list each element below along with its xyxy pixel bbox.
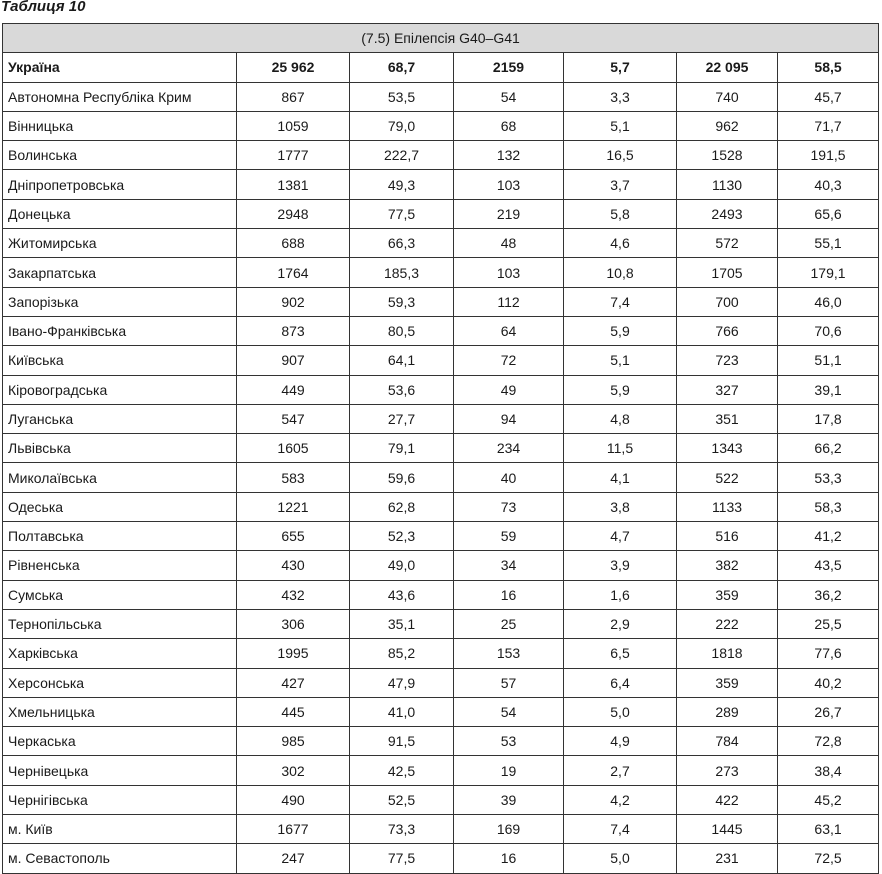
- table-title: (7.5) Епілепсія G40–G41: [3, 24, 879, 53]
- cell-col-3: 234: [454, 434, 564, 463]
- cell-col-2: 47,9: [350, 668, 454, 697]
- region-name: Волинська: [3, 141, 237, 170]
- cell-col-4: 7,4: [564, 815, 677, 844]
- region-name: Львівська: [3, 434, 237, 463]
- cell-col-6: 72,8: [778, 727, 879, 756]
- cell-col-2: 53,6: [350, 375, 454, 404]
- table-row: [3, 580, 879, 609]
- cell-col-1: 873: [237, 316, 350, 345]
- region-name: Одеська: [3, 492, 237, 521]
- cell-col-6: 65,6: [778, 199, 879, 228]
- cell-col-3: 132: [454, 141, 564, 170]
- region-name: Полтавська: [3, 522, 237, 551]
- region-name: Автономна Республіка Крим: [3, 82, 237, 111]
- cell-col-5: 522: [677, 463, 778, 492]
- region-name: Кіровоградська: [3, 375, 237, 404]
- cell-col-3: 54: [454, 82, 564, 111]
- region-name: Донецька: [3, 199, 237, 228]
- table-row: [3, 258, 879, 287]
- cell-col-2: 49,3: [350, 170, 454, 199]
- region-name: Тернопільська: [3, 609, 237, 638]
- cell-col-6: 179,1: [778, 258, 879, 287]
- cell-col-4: 10,8: [564, 258, 677, 287]
- cell-col-1: 430: [237, 551, 350, 580]
- cell-col-3: 103: [454, 170, 564, 199]
- cell-col-5: 222: [677, 609, 778, 638]
- cell-col-1: 1059: [237, 111, 350, 140]
- cell-col-1: 1995: [237, 639, 350, 668]
- cell-col-3: 219: [454, 199, 564, 228]
- cell-col-2: 73,3: [350, 815, 454, 844]
- cell-col-4: 4,6: [564, 229, 677, 258]
- cell-col-3: 64: [454, 316, 564, 345]
- cell-col-5: 1343: [677, 434, 778, 463]
- cell-col-2: 64,1: [350, 346, 454, 375]
- cell-col-6: 58,3: [778, 492, 879, 521]
- region-name: Житомирська: [3, 229, 237, 258]
- region-name: Чернігівська: [3, 785, 237, 814]
- region-name: Херсонська: [3, 668, 237, 697]
- cell-col-2: 41,0: [350, 697, 454, 726]
- cell-col-5: 1528: [677, 141, 778, 170]
- cell-col-5: 22 095: [677, 53, 778, 82]
- cell-col-5: 1705: [677, 258, 778, 287]
- cell-col-5: 359: [677, 668, 778, 697]
- cell-col-6: 51,1: [778, 346, 879, 375]
- cell-col-1: 302: [237, 756, 350, 785]
- cell-col-1: 1777: [237, 141, 350, 170]
- region-name: Закарпатська: [3, 258, 237, 287]
- cell-col-1: 867: [237, 82, 350, 111]
- cell-col-5: 572: [677, 229, 778, 258]
- cell-col-4: 5,1: [564, 111, 677, 140]
- cell-col-4: 3,3: [564, 82, 677, 111]
- cell-col-1: 2948: [237, 199, 350, 228]
- table-row: [3, 609, 879, 638]
- cell-col-1: 449: [237, 375, 350, 404]
- cell-col-1: 1381: [237, 170, 350, 199]
- cell-col-4: 5,9: [564, 375, 677, 404]
- table-row: [3, 463, 879, 492]
- cell-col-5: 359: [677, 580, 778, 609]
- cell-col-1: 490: [237, 785, 350, 814]
- cell-col-4: 4,8: [564, 404, 677, 433]
- cell-col-1: 907: [237, 346, 350, 375]
- cell-col-6: 72,5: [778, 844, 879, 873]
- cell-col-5: 422: [677, 785, 778, 814]
- cell-col-4: 4,2: [564, 785, 677, 814]
- cell-col-5: 962: [677, 111, 778, 140]
- region-name: Запорізька: [3, 287, 237, 316]
- cell-col-3: 16: [454, 844, 564, 873]
- cell-col-3: 153: [454, 639, 564, 668]
- region-name: Рівненська: [3, 551, 237, 580]
- cell-col-3: 2159: [454, 53, 564, 82]
- region-name: Харківська: [3, 639, 237, 668]
- cell-col-5: 700: [677, 287, 778, 316]
- cell-col-2: 79,1: [350, 434, 454, 463]
- cell-col-1: 1605: [237, 434, 350, 463]
- cell-col-3: 34: [454, 551, 564, 580]
- cell-col-5: 516: [677, 522, 778, 551]
- cell-col-5: 766: [677, 316, 778, 345]
- cell-col-2: 79,0: [350, 111, 454, 140]
- cell-col-6: 45,2: [778, 785, 879, 814]
- cell-col-1: 427: [237, 668, 350, 697]
- cell-col-3: 57: [454, 668, 564, 697]
- cell-col-4: 6,5: [564, 639, 677, 668]
- cell-col-2: 43,6: [350, 580, 454, 609]
- cell-col-5: 382: [677, 551, 778, 580]
- cell-col-1: 902: [237, 287, 350, 316]
- cell-col-4: 2,7: [564, 756, 677, 785]
- region-name: Сумська: [3, 580, 237, 609]
- cell-col-5: 1445: [677, 815, 778, 844]
- cell-col-3: 19: [454, 756, 564, 785]
- cell-col-3: 53: [454, 727, 564, 756]
- cell-col-6: 26,7: [778, 697, 879, 726]
- table-row: [3, 697, 879, 726]
- cell-col-2: 80,5: [350, 316, 454, 345]
- cell-col-3: 169: [454, 815, 564, 844]
- cell-col-3: 73: [454, 492, 564, 521]
- table-title-row: [3, 24, 879, 53]
- cell-col-3: 112: [454, 287, 564, 316]
- cell-col-3: 59: [454, 522, 564, 551]
- region-name: Вінницька: [3, 111, 237, 140]
- cell-col-6: 25,5: [778, 609, 879, 638]
- cell-col-2: 185,3: [350, 258, 454, 287]
- cell-col-6: 191,5: [778, 141, 879, 170]
- cell-col-4: 7,4: [564, 287, 677, 316]
- cell-col-2: 77,5: [350, 199, 454, 228]
- cell-col-1: 547: [237, 404, 350, 433]
- cell-col-5: 1133: [677, 492, 778, 521]
- cell-col-3: 68: [454, 111, 564, 140]
- cell-col-3: 72: [454, 346, 564, 375]
- cell-col-4: 5,9: [564, 316, 677, 345]
- cell-col-4: 1,6: [564, 580, 677, 609]
- cell-col-3: 48: [454, 229, 564, 258]
- table-row: [3, 756, 879, 785]
- table-row: [3, 551, 879, 580]
- table-row: [3, 727, 879, 756]
- table-row: [3, 404, 879, 433]
- cell-col-5: 1130: [677, 170, 778, 199]
- cell-col-1: 583: [237, 463, 350, 492]
- cell-col-2: 66,3: [350, 229, 454, 258]
- cell-col-6: 43,5: [778, 551, 879, 580]
- cell-col-3: 49: [454, 375, 564, 404]
- cell-col-3: 25: [454, 609, 564, 638]
- cell-col-6: 71,7: [778, 111, 879, 140]
- table-row: [3, 434, 879, 463]
- region-name: Черкаська: [3, 727, 237, 756]
- table-row: [3, 815, 879, 844]
- region-name: Київська: [3, 346, 237, 375]
- cell-col-5: 231: [677, 844, 778, 873]
- table-row: [3, 668, 879, 697]
- table-row: [3, 375, 879, 404]
- cell-col-6: 41,2: [778, 522, 879, 551]
- cell-col-6: 70,6: [778, 316, 879, 345]
- cell-col-6: 66,2: [778, 434, 879, 463]
- table-row: [3, 316, 879, 345]
- cell-col-6: 17,8: [778, 404, 879, 433]
- table-row: [3, 141, 879, 170]
- region-name: Миколаївська: [3, 463, 237, 492]
- region-name: Чернівецька: [3, 756, 237, 785]
- cell-col-4: 5,7: [564, 53, 677, 82]
- region-name: Україна: [3, 53, 237, 82]
- table-row: [3, 492, 879, 521]
- total-row-ukraine: [3, 53, 879, 82]
- cell-col-5: 784: [677, 727, 778, 756]
- cell-col-1: 1677: [237, 815, 350, 844]
- cell-col-4: 3,7: [564, 170, 677, 199]
- table-row: [3, 639, 879, 668]
- region-name: Дніпропетровська: [3, 170, 237, 199]
- region-name: Івано-Франківська: [3, 316, 237, 345]
- cell-col-3: 39: [454, 785, 564, 814]
- cell-col-3: 54: [454, 697, 564, 726]
- cell-col-5: 289: [677, 697, 778, 726]
- cell-col-2: 91,5: [350, 727, 454, 756]
- cell-col-5: 327: [677, 375, 778, 404]
- cell-col-3: 103: [454, 258, 564, 287]
- cell-col-4: 5,1: [564, 346, 677, 375]
- cell-col-1: 445: [237, 697, 350, 726]
- cell-col-2: 49,0: [350, 551, 454, 580]
- cell-col-4: 2,9: [564, 609, 677, 638]
- cell-col-4: 6,4: [564, 668, 677, 697]
- cell-col-6: 36,2: [778, 580, 879, 609]
- cell-col-5: 2493: [677, 199, 778, 228]
- cell-col-4: 11,5: [564, 434, 677, 463]
- table-row: [3, 229, 879, 258]
- epilepsy-table: [2, 23, 879, 874]
- table-row: [3, 522, 879, 551]
- cell-col-5: 351: [677, 404, 778, 433]
- cell-col-3: 16: [454, 580, 564, 609]
- cell-col-5: 740: [677, 82, 778, 111]
- cell-col-6: 46,0: [778, 287, 879, 316]
- table-row: [3, 170, 879, 199]
- table-body: [3, 24, 879, 874]
- cell-col-2: 52,5: [350, 785, 454, 814]
- cell-col-2: 62,8: [350, 492, 454, 521]
- cell-col-4: 5,0: [564, 844, 677, 873]
- cell-col-1: 1221: [237, 492, 350, 521]
- cell-col-1: 655: [237, 522, 350, 551]
- cell-col-2: 42,5: [350, 756, 454, 785]
- cell-col-6: 45,7: [778, 82, 879, 111]
- cell-col-1: 688: [237, 229, 350, 258]
- cell-col-6: 77,6: [778, 639, 879, 668]
- cell-col-1: 25 962: [237, 53, 350, 82]
- cell-col-4: 4,9: [564, 727, 677, 756]
- cell-col-4: 3,9: [564, 551, 677, 580]
- cell-col-2: 222,7: [350, 141, 454, 170]
- cell-col-1: 432: [237, 580, 350, 609]
- cell-col-6: 63,1: [778, 815, 879, 844]
- cell-col-4: 5,8: [564, 199, 677, 228]
- cell-col-2: 68,7: [350, 53, 454, 82]
- cell-col-2: 77,5: [350, 844, 454, 873]
- region-name: Луганська: [3, 404, 237, 433]
- cell-col-3: 40: [454, 463, 564, 492]
- table-row: [3, 82, 879, 111]
- region-name: м. Київ: [3, 815, 237, 844]
- table-row: [3, 844, 879, 873]
- cell-col-5: 1818: [677, 639, 778, 668]
- cell-col-4: 3,8: [564, 492, 677, 521]
- cell-col-4: 4,1: [564, 463, 677, 492]
- cell-col-1: 1764: [237, 258, 350, 287]
- cell-col-6: 38,4: [778, 756, 879, 785]
- cell-col-2: 59,3: [350, 287, 454, 316]
- region-name: м. Севастополь: [3, 844, 237, 873]
- table-row: [3, 287, 879, 316]
- cell-col-4: 5,0: [564, 697, 677, 726]
- cell-col-1: 985: [237, 727, 350, 756]
- cell-col-1: 247: [237, 844, 350, 873]
- table-caption: Таблиця 10: [1, 0, 86, 15]
- cell-col-4: 4,7: [564, 522, 677, 551]
- cell-col-2: 52,3: [350, 522, 454, 551]
- cell-col-5: 273: [677, 756, 778, 785]
- cell-col-6: 40,2: [778, 668, 879, 697]
- cell-col-2: 27,7: [350, 404, 454, 433]
- cell-col-2: 53,5: [350, 82, 454, 111]
- cell-col-3: 94: [454, 404, 564, 433]
- cell-col-2: 59,6: [350, 463, 454, 492]
- cell-col-6: 55,1: [778, 229, 879, 258]
- cell-col-5: 723: [677, 346, 778, 375]
- cell-col-6: 53,3: [778, 463, 879, 492]
- table-row: [3, 785, 879, 814]
- table-row: [3, 111, 879, 140]
- cell-col-6: 39,1: [778, 375, 879, 404]
- cell-col-2: 85,2: [350, 639, 454, 668]
- table-row: [3, 346, 879, 375]
- cell-col-1: 306: [237, 609, 350, 638]
- region-name: Хмельницька: [3, 697, 237, 726]
- cell-col-4: 16,5: [564, 141, 677, 170]
- cell-col-2: 35,1: [350, 609, 454, 638]
- table-row: [3, 199, 879, 228]
- cell-col-6: 40,3: [778, 170, 879, 199]
- cell-col-6: 58,5: [778, 53, 879, 82]
